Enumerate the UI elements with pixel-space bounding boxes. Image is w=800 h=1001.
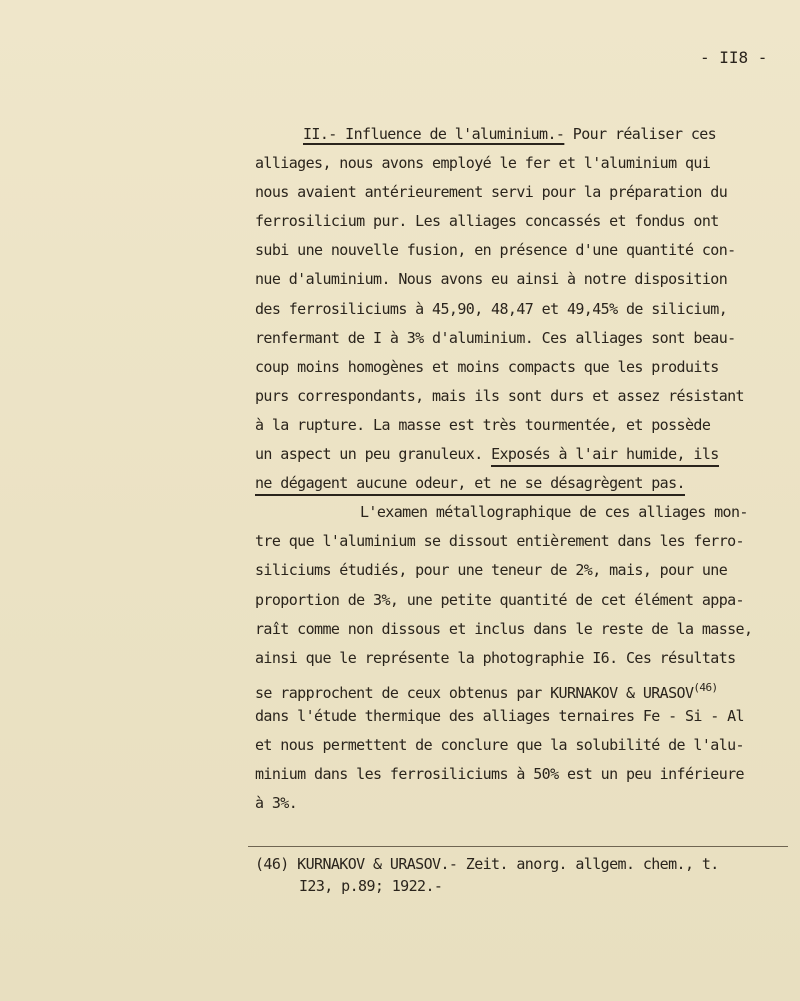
heading-line-rest: Pour réaliser ces — [564, 125, 717, 143]
text-line: à la rupture. La masse est très tourmentée, et possède — [255, 415, 711, 434]
underlined-conclusion-part-1: Exposés à l'air humide, ils — [491, 443, 719, 467]
footnote — [255, 853, 795, 897]
paragraph-2-line-1: L'examen métallographique de ces alliages mon- — [360, 503, 748, 522]
body-text — [255, 120, 795, 818]
footnote-line-2: I23, p.89; 1922.- — [299, 877, 443, 895]
text-line-12 — [255, 440, 795, 469]
text-line: nue d'aluminium. Nous avons eu ainsi à notre disposition — [255, 270, 728, 289]
text-line: tre que l'aluminium se dissout entièrement dans les ferro- — [255, 532, 744, 551]
text-line: siliciums étudiés, pour une teneur de 2%, mais, pour une — [255, 561, 728, 580]
paragraph-1-line-1 — [255, 120, 795, 149]
text-line: à 3%. — [255, 794, 298, 813]
text-line: coup moins homogènes et moins compacts que les produits — [255, 357, 719, 376]
text-line: raît comme non dissous et inclus dans le reste de la masse, — [255, 619, 753, 638]
text-line: alliages, nous avons employé le fer et l'aluminium qui — [255, 154, 711, 173]
text-line: ainsi que le représente la photographie I6. Ces résultats — [255, 648, 736, 667]
text-line: subi une nouvelle fusion, en présence d'une quantité con- — [255, 241, 736, 260]
text-line: proportion de 3%, une petite quantité de cet élément appa- — [255, 590, 744, 609]
text-line-13 — [255, 469, 795, 498]
text-line: renfermant de I à 3% d'aluminium. Ces alliages sont beau- — [255, 328, 736, 347]
text-line: dans l'étude thermique des alliages ternaires Fe - Si - Al — [255, 706, 744, 725]
footnote-line-1: (46) KURNAKOV & URASOV.- Zeit. anorg. allgem. chem., t. — [255, 855, 719, 873]
line-12-start: un aspect un peu granuleux. — [255, 445, 492, 464]
underlined-conclusion-part-2: ne dégagent aucune odeur, et ne se désagrègent pas. — [255, 472, 685, 496]
section-heading: II.- Influence de l'aluminium.- — [303, 125, 565, 143]
text-line: purs correspondants, mais ils sont durs et assez résistant — [255, 386, 744, 405]
page-number: - II8 - — [700, 48, 768, 67]
text-line: et nous permettent de conclure que la solubilité de l'alu- — [255, 735, 744, 754]
text-line: des ferrosiliciums à 45,90, 48,47 et 49,45% de silicium, — [255, 299, 728, 318]
footnote-reference: (46) — [693, 680, 718, 694]
text-line: nous avaient antérieurement servi pour la préparation du — [255, 183, 728, 202]
text-line: ferrosilicium pur. Les alliages concassés et fondus ont — [255, 212, 719, 231]
text-line-with-reference — [255, 673, 795, 702]
footnote-divider — [248, 846, 788, 847]
reference-line-text: se rapprochent de ceux obtenus par KURNAKOV & URASOV — [255, 683, 694, 702]
text-line: minium dans les ferrosiliciums à 50% est un peu inférieure — [255, 765, 744, 784]
